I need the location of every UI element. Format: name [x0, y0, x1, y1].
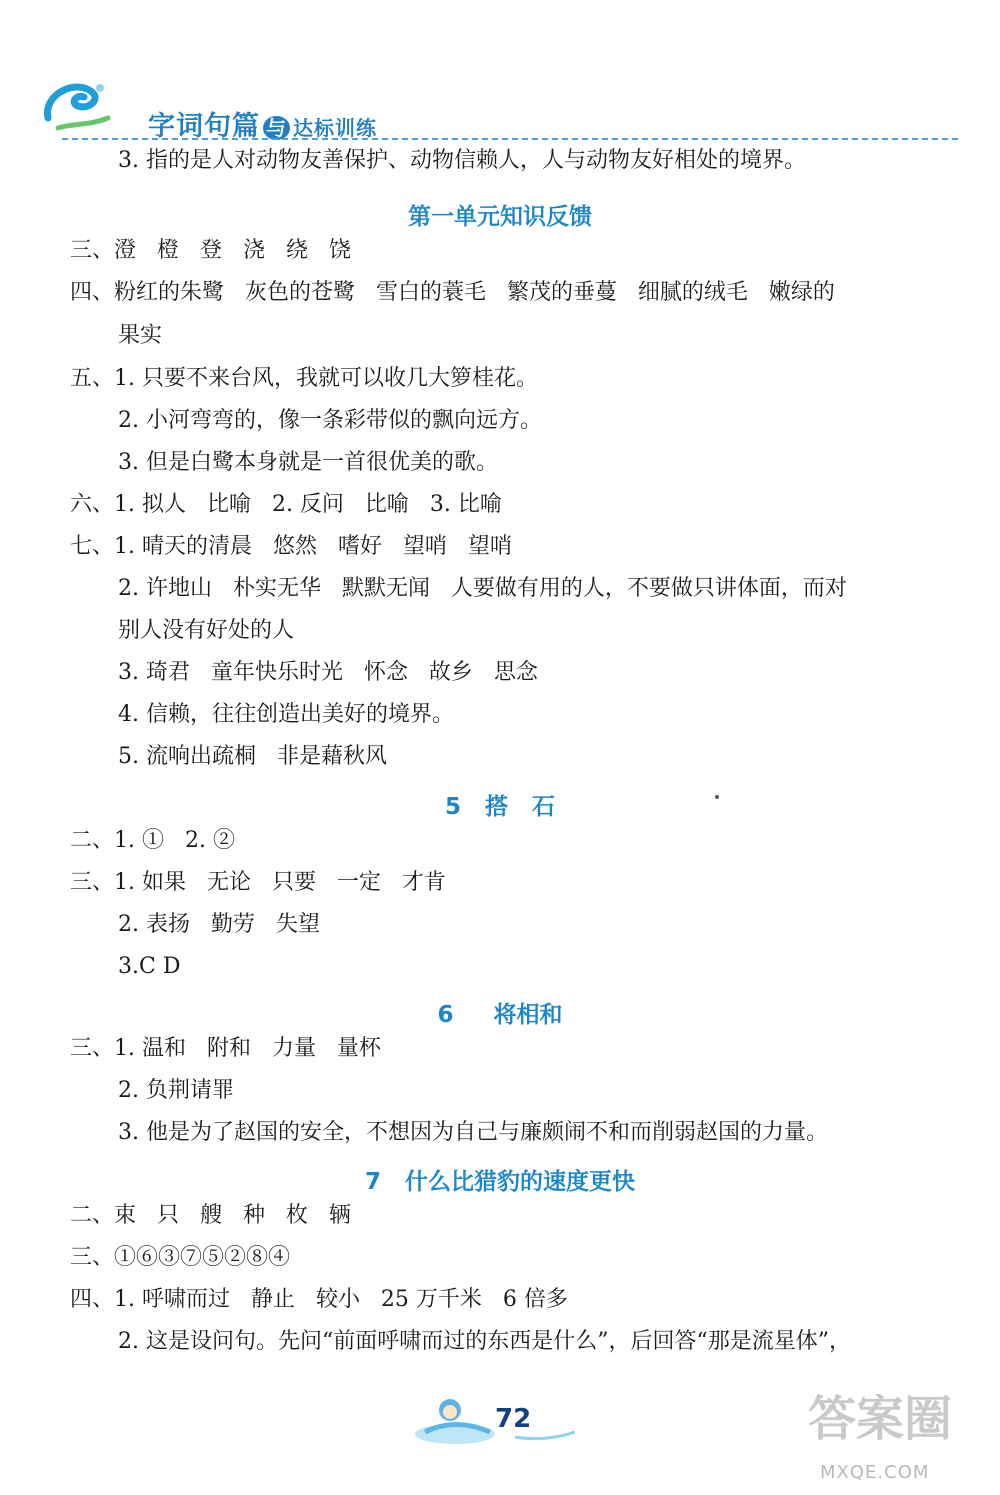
answer-line: 2. 负荆请罪 — [118, 1078, 234, 1103]
page-number: 72 — [495, 1404, 532, 1434]
answer-line: 五、1. 只要不来台风，我就可以收几大箩桂花。 — [70, 366, 538, 391]
answer-line: 5. 流响出疏桐 非是藉秋风 — [118, 744, 387, 769]
answer-line: 果实 — [118, 323, 163, 348]
answer-line: 三、1. 温和 附和 力量 量杯 — [70, 1036, 381, 1061]
answer-line: 3. 指的是人对动物友善保护、动物信赖人，人与动物友好相处的境界。 — [118, 148, 806, 173]
answer-line: 三、澄 橙 登 浇 绕 饶 — [70, 238, 351, 263]
answer-line: 2. 这是设问句。先问“前面呼啸而过的东西是什么”，后回答“那是流星体”， — [118, 1329, 851, 1354]
answer-line: 二、1. ① 2. ② — [70, 828, 235, 853]
answer-line: 3.C D — [118, 954, 181, 979]
answer-line: 六、1. 拟人 比喻 2. 反问 比喻 3. 比喻 — [70, 492, 502, 517]
answer-line: 别人没有好处的人 — [118, 618, 295, 643]
section-heading: 5 搭 石 — [444, 794, 556, 820]
answer-line: 二、束 只 艘 种 枚 辆 — [70, 1203, 351, 1228]
swirl-logo-icon — [38, 78, 118, 138]
answer-line: 2. 许地山 朴实无华 默默无闻 人要做有用的人，不要做只讲体面，而对 — [118, 576, 847, 601]
header-divider — [62, 138, 958, 140]
section-heading: 6 将相和 — [437, 1002, 563, 1028]
answer-line: 2. 表扬 勤劳 失望 — [118, 912, 320, 937]
watermark-logo: 答案圈 — [808, 1391, 953, 1447]
section-heading: 第一单元知识反馈 — [408, 204, 592, 230]
stray-dot — [715, 795, 719, 799]
header-title-sub: 达标训练 — [293, 116, 377, 140]
answer-line: 3. 但是白鹭本身就是一首很优美的歌。 — [118, 450, 498, 475]
answer-line: 3. 琦君 童年快乐时光 怀念 故乡 思念 — [118, 660, 538, 685]
answer-line: 三、1. 如果 无论 只要 一定 才肯 — [70, 870, 446, 895]
header-title-main: 字词句篇 — [148, 111, 260, 142]
answer-line: 3. 他是为了赵国的安全，不想因为自己与廉颇闹不和而削弱赵国的力量。 — [118, 1120, 828, 1145]
answer-line: 四、1. 呼啸而过 静止 较小 25 万千米 6 倍多 — [70, 1287, 568, 1312]
answer-line: 三、①⑥③⑦⑤②⑧④ — [70, 1245, 291, 1270]
section-heading: 7 什么比猎豹的速度更快 — [364, 1169, 636, 1195]
answer-line: 七、1. 晴天的清晨 悠然 嗜好 望哨 望哨 — [70, 534, 512, 559]
header-title: 字词句篇 与 达标训练 — [148, 111, 377, 142]
answer-line: 4. 信赖，往往创造出美好的境界。 — [118, 702, 454, 727]
answer-line: 四、粉红的朱鹭 灰色的苍鹭 雪白的蓑毛 繁茂的垂蔓 细腻的绒毛 嫩绿的 — [70, 280, 835, 305]
answer-line: 2. 小河弯弯的，像一条彩带似的飘向远方。 — [118, 408, 542, 433]
watermark-text: MXQE.COM — [820, 1462, 930, 1483]
